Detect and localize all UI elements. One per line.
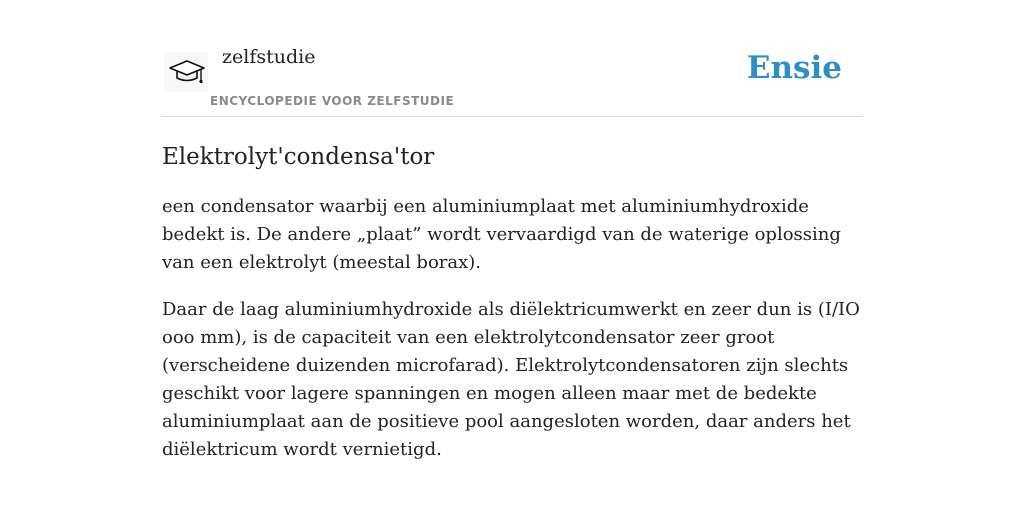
site-logo[interactable]: [164, 52, 208, 92]
entry-title: Elektrolyt'condensa'tor: [162, 144, 435, 170]
site-tagline: ENCYCLOPEDIE VOOR ZELFSTUDIE: [210, 94, 455, 108]
page-container: [162, 0, 862, 464]
brand-logo-link[interactable]: Ensie: [746, 50, 842, 86]
definition-paragraph: Daar de laag aluminiumhydroxide als diëlektricumwerkt en zeer dun is (I/IO ooo mm), is de capaciteit van een elektrolytcondensator zeer groot (verscheidene duizenden microfarad). Elektrolytcondensatoren zijn slechts geschikt voor lagere spanningen en mogen alleen maar met de bedekte aluminiumplaat aan de positieve pool aangesloten worden, daar anders het diëlektricum wordt vernietigd.: [162, 299, 860, 460]
site-name[interactable]: zelfstudie: [222, 46, 316, 68]
definition-paragraph: een condensator waarbij een aluminiumplaat met aluminiumhydroxide bedekt is. De andere „plaat” wordt vervaardigd van de waterige oplossing van een elektrolyt (meestal borax).: [162, 196, 841, 273]
graduation-cap-icon: [168, 58, 206, 88]
site-header: [162, 0, 862, 117]
